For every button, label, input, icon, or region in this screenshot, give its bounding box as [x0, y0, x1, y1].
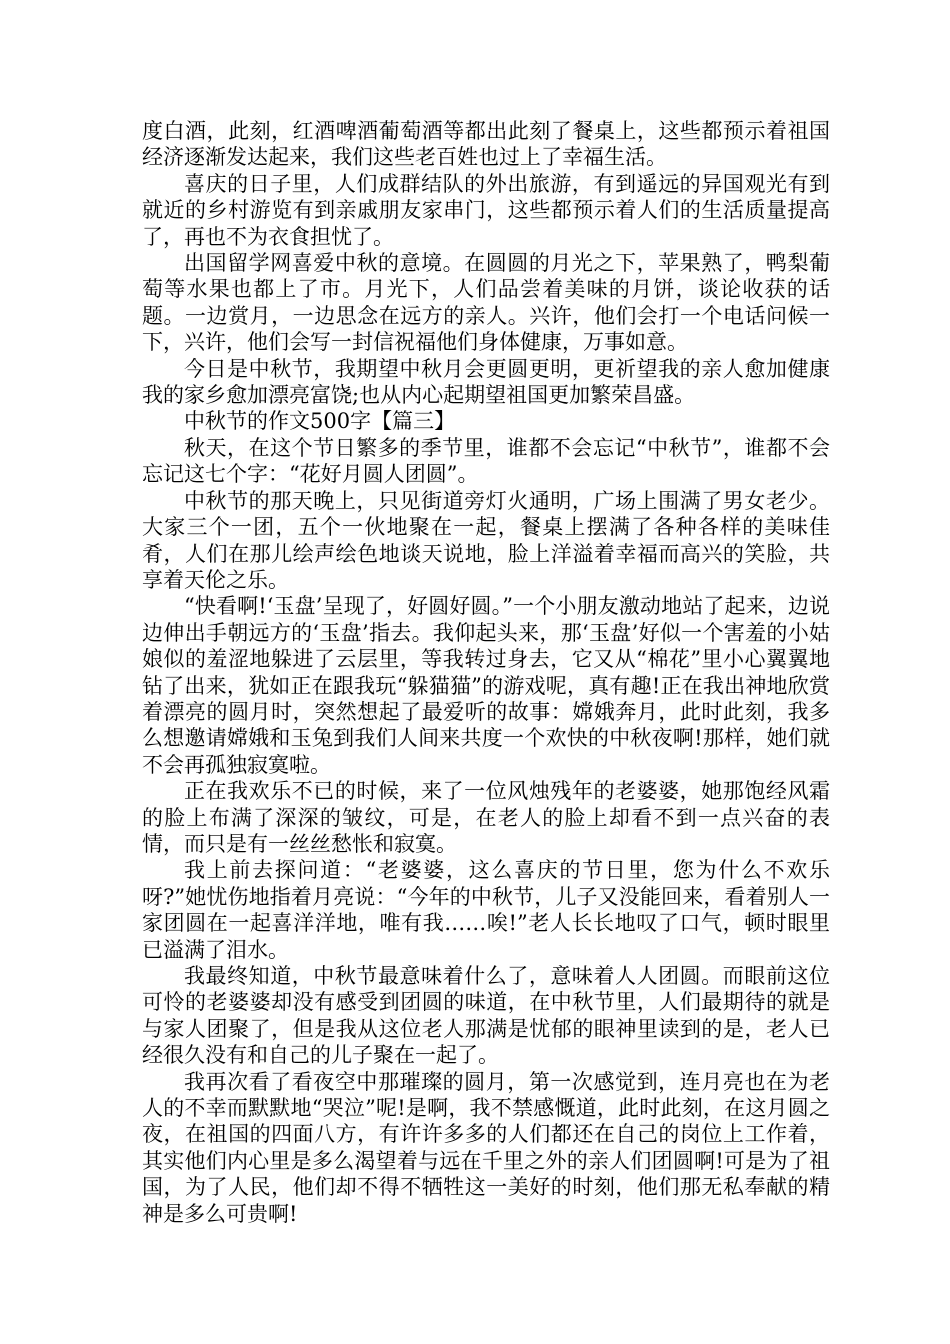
paragraph: 今日是中秋节，我期望中秋月会更圆更明，更祈望我的亲人愈加健康我的家乡愈加漂亮富饶;也从内心起期望祖国更加繁荣昌盛。 — [142, 356, 830, 408]
paragraph: “快看啊!‘玉盘’呈现了，好圆好圆。”一个小朋友激动地站了起来，边说边伸出手朝远方的‘玉盘’指去。我仰起头来，那‘玉盘’好似一个害羞的小姑娘似的羞涩地躲进了云层里，等我转过身去，它又从“棉花”里小心翼翼地钻了出来，犹如正在跟我玩“躲猫猫”的游戏呢，真有趣!正在我出神地欣赏着漂亮的圆月时，突然想起了最爱听的故事：嫦娥奔月，此时此刻，我多么想邀请嫦娥和玉兔到我们人间来共度一个欢快的中秋夜啊!那样，她们就不会再孤独寂寞啦。 — [142, 594, 830, 777]
paragraph: 中秋节的那天晚上，只见街道旁灯火通明，广场上围满了男女老少。大家三个一团，五个一伙地聚在一起，餐桌上摆满了各种各样的美味佳肴，人们在那儿绘声绘色地谈天说地，脸上洋溢着幸福而高兴的笑脸，共享着天伦之乐。 — [142, 488, 830, 592]
paragraph: 喜庆的日子里，人们成群结队的外出旅游，有到遥远的异国观光有到就近的乡村游览有到亲戚朋友家串门，这些都预示着人们的生活质量提高了，再也不为衣食担忧了。 — [142, 171, 830, 249]
paragraph: 我再次看了看夜空中那璀璨的圆月，第一次感觉到，连月亮也在为老人的不幸而默默地“哭泣”呢!是啊，我不禁感慨道，此时此刻，在这月圆之夜，在祖国的四面八方，有许许多多的人们都还在自己的岗位上工作着，其实他们内心里是多么渴望着与远在千里之外的亲人们团圆啊!可是为了祖国，为了人民，他们却不得不牺牲这一美好的时刻，他们那无私奉献的精神是多么可贵啊! — [142, 1069, 830, 1226]
paragraph: 正在我欢乐不已的时候，来了一位风烛残年的老婆婆，她那饱经风霜的脸上布满了深深的皱纹，可是，在老人的脸上却看不到一点兴奋的表情，而只是有一丝丝愁怅和寂寞。 — [142, 779, 830, 856]
paragraph: 我上前去探问道：“老婆婆，这么喜庆的节日里，您为什么不欢乐呀?”她忧伤地指着月亮说：“今年的中秋节，儿子又没能回来，看着别人一家团圆在一起喜洋洋地，唯有我……唉!”老人长长地叹了口气，顿时眼里已溢满了泪水。 — [142, 858, 830, 962]
paragraph: 秋天，在这个节日繁多的季节里，谁都不会忘记“中秋节”，谁都不会忘记这七个字：“花好月圆人团圆”。 — [142, 435, 830, 487]
document-body — [142, 118, 830, 1227]
paragraph: 我最终知道，中秋节最意味着什么了，意味着人人团圆。而眼前这位可怜的老婆婆却没有感受到团圆的味道，在中秋节里，人们最期待的就是与家人团聚了，但是我从这位老人那满是忧郁的眼神里读到的是，老人已经很久没有和自己的儿子聚在一起了。 — [142, 964, 830, 1068]
paragraph: 出国留学网喜爱中秋的意境。在圆圆的月光之下，苹果熟了，鸭梨葡萄等水果也都上了市。月光下，人们品尝着美味的月饼，谈论收获的话题。一边赏月，一边思念在远方的亲人。兴许，他们会打一个电话问候一下，兴许，他们会写一封信祝福他们身体健康，万事如意。 — [142, 251, 830, 355]
paragraph-continued: 度白酒，此刻，红酒啤酒葡萄酒等都出此刻了餐桌上，这些都预示着祖国经济逐渐发达起来，我们这些老百姓也过上了幸福生活。 — [142, 119, 830, 170]
section-heading: 中秋节的作文500字【篇三】 — [184, 409, 456, 434]
